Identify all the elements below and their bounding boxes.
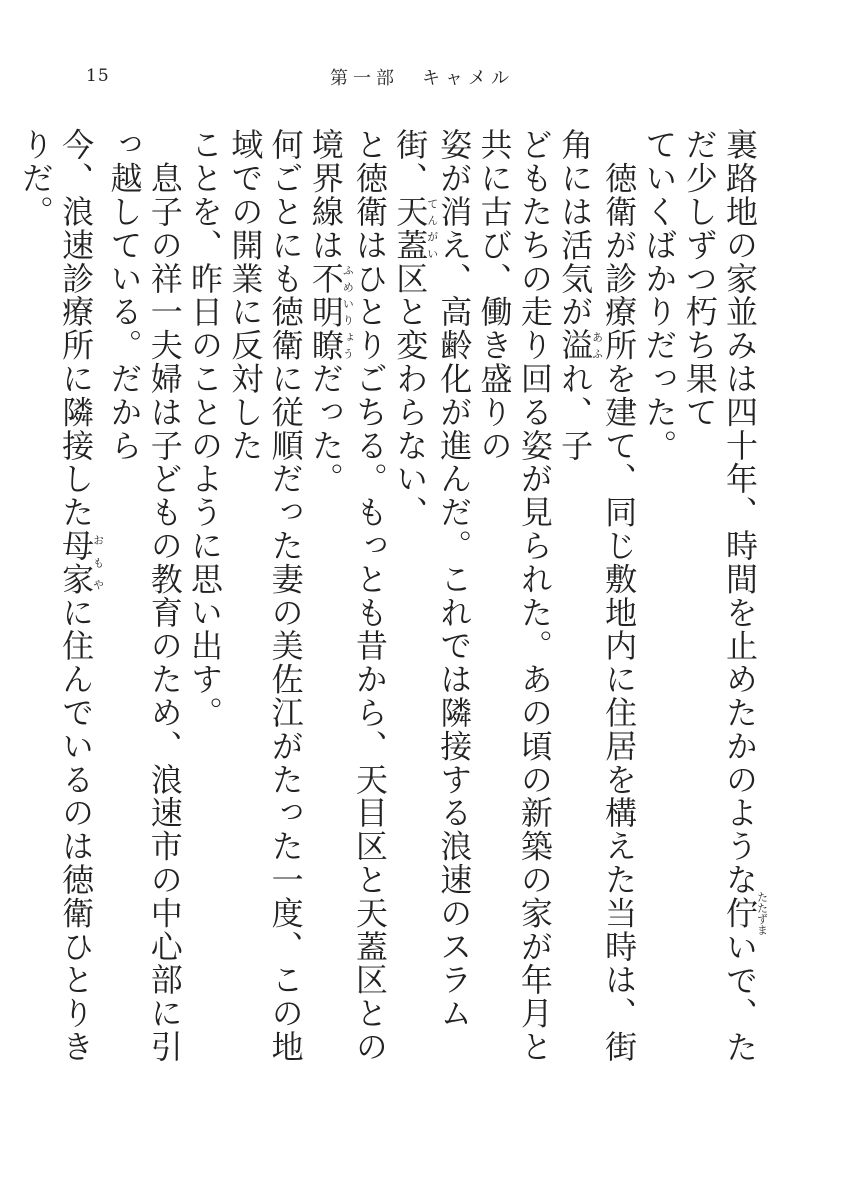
text-line-6: と徳衛はひとりごちる。もっとも昔から、天目区と天蓋区との境界線は不明瞭ふめいりょうだった。 [306,128,389,1064]
text-line-1: 裏路地の家並みは四十年、時間を止めたかのような佇たたずまいで、ただ少しずつ朽ち果て [680,128,769,1064]
text-line-4: どもたちの走り回る姿が見られた。あの頃の新築の家が年月と共に古び、働き盛りの [475,128,554,1064]
ruby-tengai: 天蓋てんがい [391,194,439,262]
body-text [16,128,769,1088]
text-line-2: ていくばかりだった。 [640,128,679,462]
text-line-10: 今、浪速診療所に隣接した母家おもやに住んでいるのは徳衛ひとりきりだ。 [16,128,105,1064]
text-line-3: 徳衛が診療所を建て、同じ敷地内に住居を構えた当時は、街角には活気が溢あふれ、子 [556,128,639,1064]
ruby-tatazuma: 佇たたずま [721,891,769,936]
text-line-7: 何ごとにも徳衛に従順だった妻の美佐江がたった一度、この地域での開業に反対した [226,128,305,1064]
ruby-omoya: 母家おもや [57,528,105,596]
page-number: 15 [86,66,110,86]
blank-line [0,128,16,1088]
text-line-9: 息子の祥一夫婦は子どもの教育のため、浪速市の中心部に引っ越している。だから [105,128,184,1064]
text-line-8: ことを、昨日のことのように思い出す。 [186,128,225,730]
text-line-5: 姿が消え、高齢化が進んだ。これでは隣接する浪速のスラム街、天蓋てんがい区と変わらない、 [391,128,474,1030]
ruby-fumeiryou: 不明瞭ふめいりょう [306,261,355,362]
running-head: 第一部 キャメル [330,68,514,89]
ruby-afu: 溢あふ [556,328,604,362]
